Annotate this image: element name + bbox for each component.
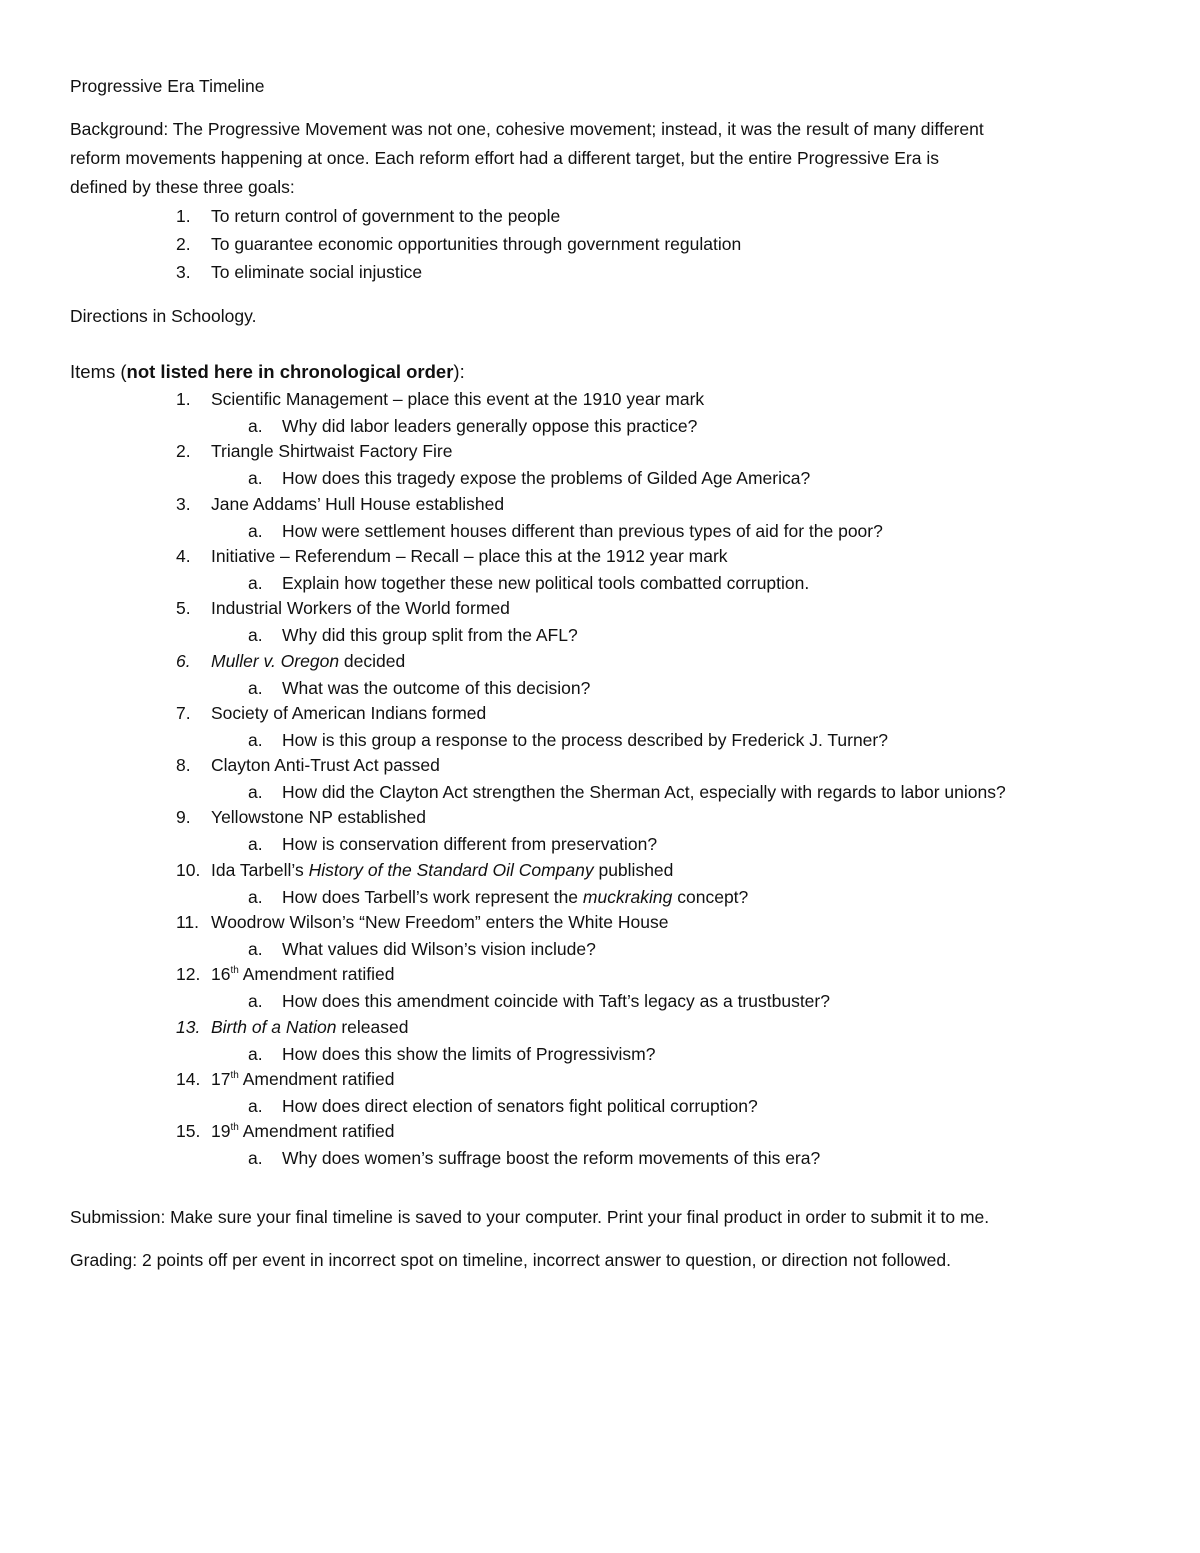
sub-question-main: How were settlement houses different than previous types of aid for the poor? bbox=[282, 521, 883, 541]
sub-question-text bbox=[282, 1043, 655, 1065]
sub-question-main: How does this amendment coincide with Taft’s legacy as a trustbuster? bbox=[282, 991, 830, 1011]
item-text bbox=[211, 493, 504, 515]
sub-question-marker: a. bbox=[248, 730, 263, 750]
item-number: 5. bbox=[176, 598, 191, 618]
sub-question-marker: a. bbox=[248, 1096, 263, 1116]
sub-question-main: What was the outcome of this decision? bbox=[282, 678, 591, 698]
item-number: 8. bbox=[176, 755, 191, 775]
sub-question-marker: a. bbox=[248, 991, 263, 1011]
item-number: 13. bbox=[176, 1017, 201, 1037]
sub-question-main: How did the Clayton Act strengthen the Sherman Act, especially with regards to labor unions? bbox=[282, 782, 1006, 802]
item-text-main: Triangle Shirtwaist Factory Fire bbox=[211, 441, 453, 461]
sub-question-main: Why did this group split from the AFL? bbox=[282, 625, 578, 645]
sub-question-marker: a. bbox=[248, 782, 263, 802]
item-number: 9. bbox=[176, 807, 191, 827]
item-text bbox=[211, 702, 486, 724]
goal-number: 2. bbox=[176, 234, 191, 254]
sub-question-main: How does this tragedy expose the problems of Gilded Age America? bbox=[282, 468, 811, 488]
sub-question-main: Why does women’s suffrage boost the reform movements of this era? bbox=[282, 1148, 821, 1168]
sub-question-text bbox=[282, 781, 1006, 803]
sub-question-text bbox=[282, 938, 596, 960]
sub-question-marker: a. bbox=[248, 887, 263, 907]
item-number: 1. bbox=[176, 389, 191, 409]
sub-question-marker: a. bbox=[248, 678, 263, 698]
item-number: 11. bbox=[176, 912, 200, 932]
sub-question-text bbox=[282, 990, 830, 1012]
item-number: 15. bbox=[176, 1121, 201, 1141]
item-number: 14. bbox=[176, 1069, 201, 1089]
item-text-main: Yellowstone NP established bbox=[211, 807, 427, 827]
document-title: Progressive Era Timeline bbox=[70, 76, 265, 96]
sub-question-marker: a. bbox=[248, 573, 263, 593]
items-heading-suffix: ): bbox=[453, 361, 465, 382]
sub-question-marker: a. bbox=[248, 521, 263, 541]
item-number: 6. bbox=[176, 651, 191, 671]
ordinal-suffix: th bbox=[230, 1122, 239, 1134]
item-text-main: Amendment ratified bbox=[238, 1121, 395, 1141]
items-heading bbox=[70, 361, 465, 383]
item-text-main: Amendment ratified bbox=[238, 964, 395, 984]
sub-question-text bbox=[282, 467, 810, 489]
goal-number: 3. bbox=[176, 262, 191, 282]
item-text bbox=[211, 911, 668, 933]
item-title-italic: History of the Standard Oil Company bbox=[308, 860, 594, 880]
goal-number: 1. bbox=[176, 206, 191, 226]
sub-question-text bbox=[282, 886, 748, 908]
sub-question-text bbox=[282, 520, 883, 542]
goal-text: To eliminate social injustice bbox=[211, 262, 423, 282]
directions-text: Directions in Schoology. bbox=[70, 306, 257, 326]
item-number: 3. bbox=[176, 494, 191, 514]
item-text-main: published bbox=[593, 860, 674, 880]
item-text-main: Clayton Anti-Trust Act passed bbox=[211, 755, 440, 775]
item-title-italic: Muller v. Oregon bbox=[211, 651, 340, 671]
ordinal-suffix: th bbox=[230, 965, 239, 977]
item-text bbox=[211, 1120, 394, 1142]
item-text-main: Jane Addams’ Hull House established bbox=[211, 494, 505, 514]
background-line-1: Background: The Progressive Movement was not one, cohesive movement; instead, it was the result of many different bbox=[70, 119, 984, 139]
sub-question-text bbox=[282, 1095, 758, 1117]
sub-question-main: Explain how together these new political tools combatted corruption. bbox=[282, 573, 810, 593]
item-text-main: Amendment ratified bbox=[238, 1069, 395, 1089]
sub-question-main: concept? bbox=[672, 887, 749, 907]
item-text-main: Initiative – Referendum – Recall – place this at the 1912 year mark bbox=[211, 546, 728, 566]
item-text bbox=[211, 1016, 408, 1038]
grading-text: Grading: 2 points off per event in incorrect spot on timeline, incorrect answer to question, or direction not followed. bbox=[70, 1250, 951, 1270]
submission-text: Submission: Make sure your final timeline is saved to your computer. Print your final product in order to submit it to me. bbox=[70, 1207, 990, 1227]
sub-question-text bbox=[282, 677, 590, 699]
item-text bbox=[211, 806, 426, 828]
item-text bbox=[211, 859, 673, 881]
item-text bbox=[211, 1068, 394, 1090]
goal-text: To guarantee economic opportunities through government regulation bbox=[211, 234, 742, 254]
item-text bbox=[211, 754, 440, 776]
sub-question-main: How is this group a response to the process described by Frederick J. Turner? bbox=[282, 730, 888, 750]
sub-question-text bbox=[282, 624, 578, 646]
sub-question-marker: a. bbox=[248, 1148, 263, 1168]
sub-question-italic: muckraking bbox=[582, 887, 673, 907]
sub-question-main: How does direct election of senators fight political corruption? bbox=[282, 1096, 758, 1116]
item-number: 12. bbox=[176, 964, 201, 984]
item-number: 7. bbox=[176, 703, 191, 723]
item-text-main: Woodrow Wilson’s “New Freedom” enters the White House bbox=[211, 912, 669, 932]
items-heading-prefix: Items ( bbox=[70, 361, 127, 382]
sub-question-marker: a. bbox=[248, 1044, 263, 1064]
item-text-main: released bbox=[336, 1017, 409, 1037]
item-text-main: Industrial Workers of the World formed bbox=[211, 598, 510, 618]
item-number: 4. bbox=[176, 546, 191, 566]
item-text-main: decided bbox=[339, 651, 406, 671]
sub-question-marker: a. bbox=[248, 834, 263, 854]
item-text bbox=[211, 650, 405, 672]
sub-question-prefix: How does Tarbell’s work represent the bbox=[282, 887, 583, 907]
item-text-prefix: 16 bbox=[211, 964, 231, 984]
sub-question-text bbox=[282, 1147, 820, 1169]
item-text-main: Society of American Indians formed bbox=[211, 703, 487, 723]
sub-question-marker: a. bbox=[248, 625, 263, 645]
item-text-main: Scientific Management – place this event at the 1910 year mark bbox=[211, 389, 705, 409]
item-number: 10. bbox=[176, 860, 201, 880]
sub-question-marker: a. bbox=[248, 939, 263, 959]
sub-question-text bbox=[282, 415, 697, 437]
sub-question-text bbox=[282, 572, 809, 594]
sub-question-text bbox=[282, 833, 657, 855]
item-text bbox=[211, 388, 704, 410]
sub-question-marker: a. bbox=[248, 468, 263, 488]
ordinal-suffix: th bbox=[230, 1070, 239, 1082]
item-title-italic: Birth of a Nation bbox=[211, 1017, 337, 1037]
item-text-prefix: Ida Tarbell’s bbox=[211, 860, 309, 880]
background-line-3: defined by these three goals: bbox=[70, 177, 295, 197]
item-text-prefix: 17 bbox=[211, 1069, 231, 1089]
item-text bbox=[211, 440, 453, 462]
sub-question-main: Why did labor leaders generally oppose this practice? bbox=[282, 416, 698, 436]
item-text bbox=[211, 597, 510, 619]
item-text bbox=[211, 545, 728, 567]
sub-question-main: How does this show the limits of Progressivism? bbox=[282, 1044, 656, 1064]
item-number: 2. bbox=[176, 441, 191, 461]
items-heading-emphasis: not listed here in chronological order bbox=[126, 361, 454, 382]
background-line-2: reform movements happening at once. Each reform effort had a different target, but the entire Progressive Era is bbox=[70, 148, 939, 168]
item-text bbox=[211, 963, 394, 985]
sub-question-text bbox=[282, 729, 888, 751]
sub-question-main: What values did Wilson’s vision include? bbox=[282, 939, 596, 959]
sub-question-main: How is conservation different from preservation? bbox=[282, 834, 658, 854]
sub-question-marker: a. bbox=[248, 416, 263, 436]
goal-text: To return control of government to the people bbox=[211, 206, 561, 226]
item-text-prefix: 19 bbox=[211, 1121, 231, 1141]
